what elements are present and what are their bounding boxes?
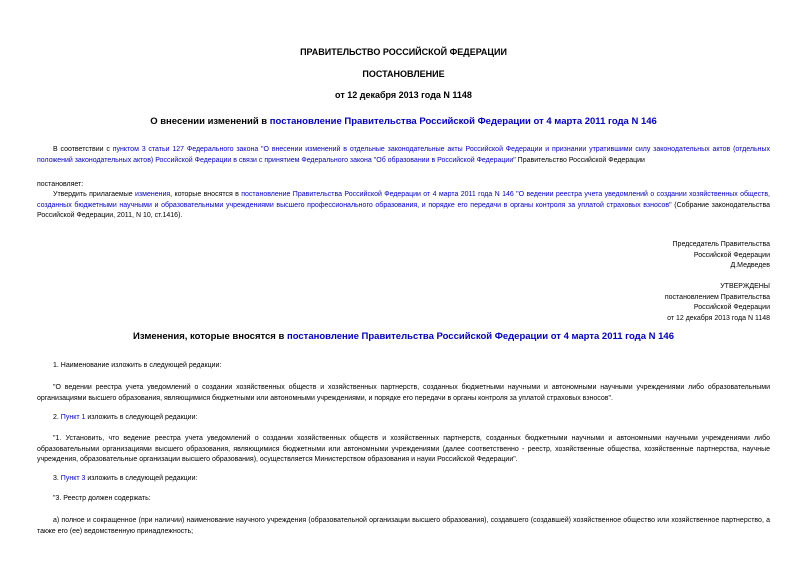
item-2-quote: "1. Установить, что ведение реестра учета уведомлений о создании хозяйственных обществ и хозяйственных партнерств, созданных бюджетными научными и автономными научными учреждениями либо образовательными организациями высшего образования, являющимися бюджетными или автономными учреждениями (далее соответственно - реестр, хозяйственные общества, хозяйственные партнерства, научные учреждения, образовательные организации высшего образования), осуществляется Министерством образования и науки Российской Федерации". bbox=[37, 435, 770, 464]
approved-line3: Российской Федерации bbox=[693, 304, 770, 312]
approved-block bbox=[665, 282, 770, 324]
item-3-number: 3. bbox=[53, 475, 61, 482]
decree-text-end: (Собрание законодательства Российской Федерации, 2011, N 10, ст.1416). bbox=[37, 201, 770, 220]
item-3-link[interactable]: Пункт 3 bbox=[60, 475, 86, 482]
preamble-law-link[interactable]: пунктом 3 статьи 127 Федерального закона "О внесении изменений в отдельные законодательные акты Российской Федерации и признании утратившими силу законодательных актов (отдельных положений законодательных актов) Российской Федерации в связи с принятием Федерального закона "Об образовании в Российской Федерации" bbox=[37, 146, 771, 164]
item-2-number: 2. bbox=[53, 414, 61, 421]
signature-country: Российской Федерации bbox=[693, 251, 770, 259]
approved-line4: от 12 декабря 2013 года N 1148 bbox=[667, 314, 770, 322]
decree-text-mid: , которые вносятся в bbox=[170, 191, 242, 198]
signature-title: Председатель Правительства bbox=[672, 241, 770, 248]
item-2 bbox=[37, 413, 770, 424]
item-3 bbox=[37, 474, 770, 485]
document-date: от 12 декабря 2013 года N 1148 bbox=[335, 90, 472, 100]
changes-title bbox=[0, 331, 807, 342]
item-3-subitem-a: а) полное и сокращенное (при наличии) наименование научного учреждения (образовательной организации высшего образования), создавшего (создавшей) хозяйственное общество или хозяйственное партнерство, а также его (ее) ведомственную принадлежность; bbox=[37, 517, 770, 535]
decree-postanovlenie-link[interactable]: постановление Правительства Российской Федерации от 4 марта 2011 года N 146 "О ведении реестра учета уведомлений о создании хозяйственных обществ, созданных бюджетными научными и образовательными учреждениями высшего профессионального образования, и порядке его передачи в органы контроля за уплатой страховых взносов" bbox=[37, 191, 770, 209]
item-2-link[interactable]: Пункт 1 bbox=[60, 414, 86, 421]
title-link[interactable]: постановление Правительства Российской Федерации от 4 марта 2011 года N 146 bbox=[269, 116, 657, 127]
signature-block bbox=[673, 240, 770, 272]
changes-title-text: Изменения, которые вносятся в bbox=[133, 331, 287, 342]
approved-label: УТВЕРЖДЕНЫ bbox=[720, 283, 770, 290]
item-3-text: изложить в следующей редакции: bbox=[85, 475, 198, 482]
approved-line2: постановлением Правительства bbox=[664, 293, 770, 301]
changes-link[interactable]: изменения bbox=[135, 191, 171, 198]
government-heading: ПРАВИТЕЛЬСТВО РОССИЙСКОЙ ФЕДЕРАЦИИ bbox=[300, 47, 507, 57]
changes-title-link[interactable]: постановление Правительства Российской Федерации от 4 марта 2011 года N 146 bbox=[286, 331, 674, 342]
decree-paragraph bbox=[37, 190, 770, 222]
signature-name: Д.Медведев bbox=[730, 262, 770, 270]
preamble-text-end: Правительство Российской Федерации bbox=[515, 156, 645, 164]
document-type: ПОСТАНОВЛЕНИЕ bbox=[362, 69, 445, 79]
document-title bbox=[0, 116, 807, 127]
item-1: 1. Наименование изложить в следующей редакции: bbox=[53, 362, 222, 369]
preamble-text: В соответствии с bbox=[53, 146, 113, 153]
item-1-quote: "О ведении реестра учета уведомлений о создании хозяйственных обществ и хозяйственных партнерств, созданных бюджетными научными и автономными научными учреждениями либо образовательными организациями высшего образования, являющимися бюджетными или автономными учреждениями, и порядке его передачи в органы контроля за уплатой страховых взносов". bbox=[37, 384, 770, 402]
preamble-paragraph bbox=[37, 145, 770, 166]
item-3-quote: "3. Реестр должен содержать: bbox=[53, 495, 151, 502]
decree-word: постановляет: bbox=[37, 181, 84, 188]
title-text: О внесении изменений в bbox=[150, 116, 270, 127]
decree-text: Утвердить прилагаемые bbox=[53, 191, 136, 198]
item-2-text: изложить в следующей редакции: bbox=[85, 414, 198, 421]
